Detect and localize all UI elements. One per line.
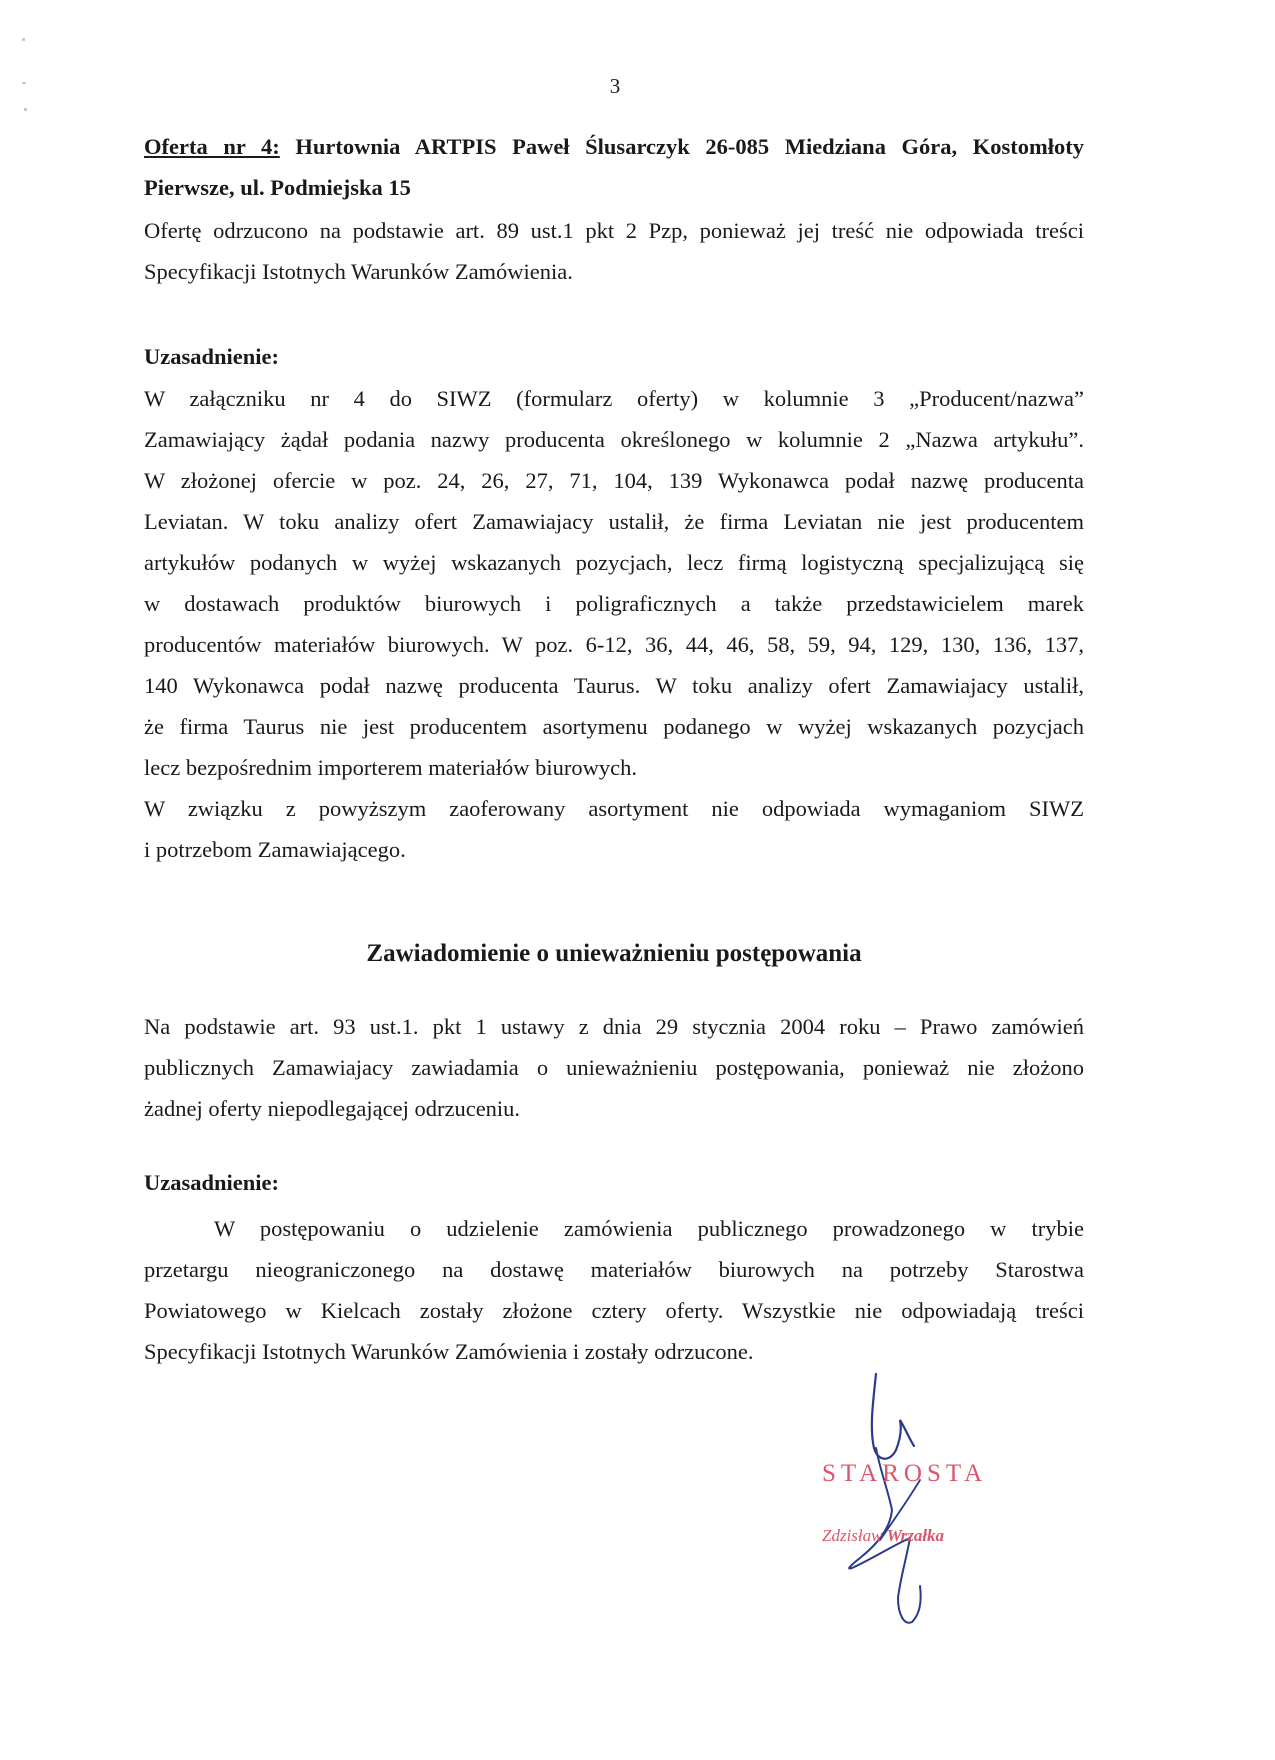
offer-label: Oferta nr 4: [144, 134, 280, 159]
justification-line: W załączniku nr 4 do SIWZ (formularz oferty) w kolumnie 3 „Producent/nazwa” [144, 386, 1084, 411]
justification-heading-2: Uzasadnienie: [144, 1170, 279, 1195]
justification-paragraph-2 [144, 1208, 1084, 1372]
scan-mark [24, 108, 27, 111]
stamp-first-name: Zdzisław [822, 1526, 883, 1545]
stamp-title: STAROSTA [822, 1460, 988, 1487]
justification-line: Zamawiający żądał podania nazwy producenta określonego w kolumnie 2 „Nazwa artykułu”. [144, 427, 1084, 452]
page-number: 3 [609, 74, 621, 98]
notice-paragraph [144, 1006, 1084, 1129]
rejection-line-2: Specyfikacji Istotnych Warunków Zamówienia. [144, 259, 573, 284]
handwritten-signature [780, 1370, 980, 1640]
rejection-line-1: Ofertę odrzucono na podstawie art. 89 ust.1 pkt 2 Pzp, ponieważ jej treść nie odpowiada treści [144, 218, 1084, 243]
justification-line: lecz bezpośrednim importerem materiałów biurowych. [144, 755, 637, 780]
conclusion-line-1: W związku z powyższym zaoferowany asortyment nie odpowiada wymaganiom SIWZ [144, 796, 1084, 821]
notice-line: Na podstawie art. 93 ust.1. pkt 1 ustawy z dnia 29 stycznia 2004 roku – Prawo zamówień [144, 1014, 1084, 1039]
rejection-paragraph [144, 210, 1084, 292]
justification-line: 140 Wykonawca podał nazwę producenta Taurus. W toku analizy ofert Zamawiajacy ustalił, [144, 673, 1084, 698]
justification-line: Leviatan. W toku analizy ofert Zamawiajacy ustalił, że firma Leviatan nie jest producentem [144, 509, 1084, 534]
offer-title-line-2: Pierwsze, ul. Podmiejska 15 [144, 175, 411, 200]
justification-line: w dostawach produktów biurowych i poligraficznych a także przedstawicielem marek [144, 591, 1084, 616]
offer-title-line-1 [144, 126, 1084, 167]
justification-line: artykułów podanych w wyżej wskazanych pozycjach, lecz firmą logistyczną specjalizującą się [144, 550, 1084, 575]
stamp-surname: Wrzałka [886, 1526, 945, 1545]
notice-line: żadnej oferty niepodlegającej odrzuceniu. [144, 1096, 521, 1121]
justification-heading-1: Uzasadnienie: [144, 344, 279, 369]
notice-line: publicznych Zamawiajacy zawiadamia o unieważnieniu postępowania, ponieważ nie złożono [144, 1055, 1084, 1080]
offer-title-rest: Hurtownia ARTPIS Paweł Ślusarczyk 26-085 Miedziana Góra, Kostomłoty [279, 134, 1085, 159]
stamp-name [822, 1526, 944, 1546]
justification-line: W postępowaniu o udzielenie zamówienia publicznego prowadzonego w trybie [214, 1216, 1084, 1241]
justification-line: W złożonej ofercie w poz. 24, 26, 27, 71, 104, 139 Wykonawca podał nazwę producenta [144, 468, 1084, 493]
conclusion-line-2: i potrzebom Zamawiającego. [144, 837, 406, 862]
justification-line: Specyfikacji Istotnych Warunków Zamówienia i zostały odrzucone. [144, 1339, 754, 1364]
justification-line: Powiatowego w Kielcach zostały złożone cztery oferty. Wszystkie nie odpowiadają treści [144, 1298, 1084, 1323]
scan-mark [22, 38, 25, 41]
offer-title [144, 126, 1084, 208]
justification-line: że firma Taurus nie jest producentem asortymenu podanego w wyżej wskazanych pozycjach [144, 714, 1084, 739]
justification-line: producentów materiałów biurowych. W poz. 6-12, 36, 44, 46, 58, 59, 94, 129, 130, 136, 137, [144, 632, 1084, 657]
justification-line: przetargu nieograniczonego na dostawę materiałów biurowych na potrzeby Starostwa [144, 1257, 1084, 1282]
notice-heading: Zawiadomienie o unieważnieniu postępowania [366, 940, 862, 967]
justification-paragraph-1 [144, 378, 1084, 870]
